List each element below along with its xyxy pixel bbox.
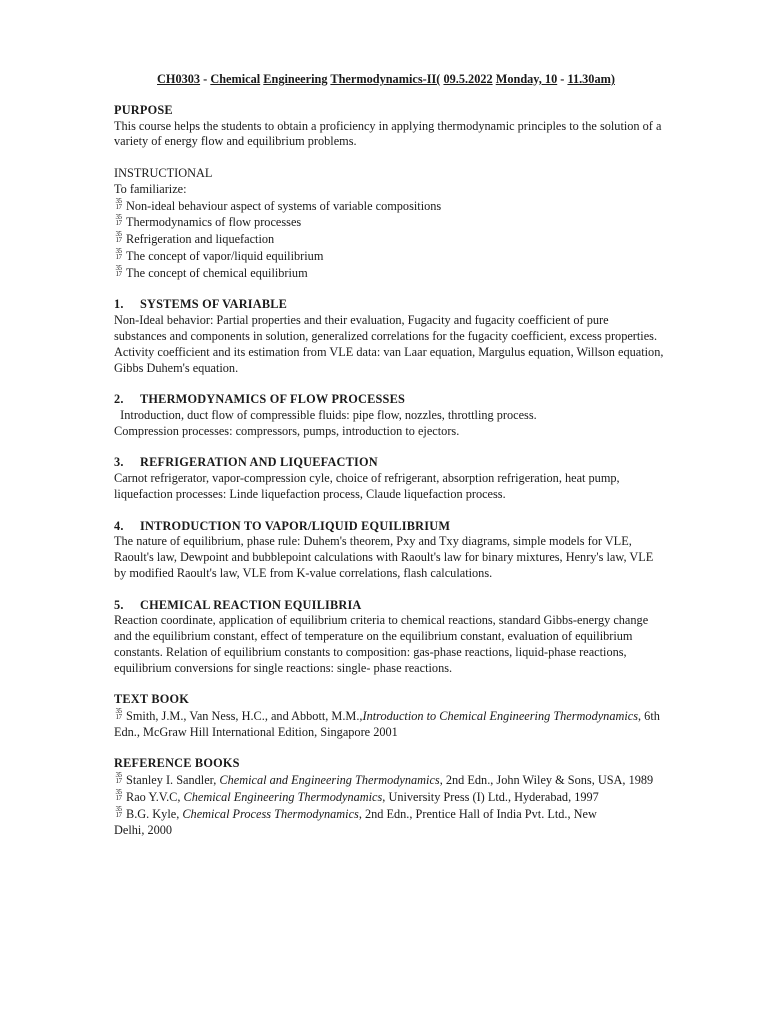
references-heading: REFERENCE BOOKS	[114, 756, 240, 771]
title-word-chemical: Chemical	[210, 72, 261, 86]
purpose-heading: PURPOSE	[114, 102, 173, 117]
section-number: 1.	[114, 297, 124, 312]
book-title: Chemical Process Thermodynamics	[182, 806, 359, 821]
instructional-item-text: Refrigeration and liquefaction	[126, 232, 275, 247]
instructional-item	[114, 214, 664, 231]
section-title: THERMODYNAMICS OF FLOW PROCESSES	[140, 392, 406, 407]
instructional-item-text: Thermodynamics of flow processes	[126, 215, 302, 230]
book-details: , 6th Edn., McGraw Hill International Edition, Singapore 2001	[114, 709, 660, 739]
section-number: 3.	[114, 455, 124, 470]
book-title: Chemical Engineering Thermodynamics	[183, 790, 383, 805]
title-word-thermodynamics: Thermodynamics-II(	[330, 72, 441, 86]
section-title: CHEMICAL REACTION EQUILIBRIA	[140, 597, 362, 612]
syllabus-sections	[114, 297, 667, 692]
instructional-item	[114, 231, 664, 248]
bullet-top: 35	[115, 263, 122, 272]
book-author: Smith, J.M., Van Ness, H.C., and Abbott, M.M.,	[126, 709, 363, 724]
section-heading	[114, 297, 664, 313]
exam-time: 11.30am)	[567, 72, 615, 86]
section-text: Non-Ideal behavior: Partial properties and their evaluation, Fugacity and fugacity coefficient of pure substances and components in solution, generalized correlations for the fugacity coefficient, excess properties.	[114, 313, 658, 343]
bullet-icon	[114, 772, 123, 784]
bullet-bottom: 17	[115, 794, 122, 803]
bullet-bottom: 17	[115, 777, 122, 786]
document-page	[114, 72, 667, 838]
instructional-item-text: Non-ideal behaviour aspect of systems of variable compositions	[126, 198, 442, 213]
section-title: REFRIGERATION AND LIQUEFACTION	[140, 455, 378, 470]
bullet-icon	[114, 248, 123, 260]
bullet-top: 35	[115, 230, 122, 239]
book-author: Stanley I. Sandler,	[126, 773, 220, 788]
bullet-bottom: 17	[115, 810, 122, 819]
bullet-bottom: 17	[115, 713, 122, 722]
book-author: B.G. Kyle,	[126, 806, 183, 821]
book-title: Chemical and Engineering Thermodynamics	[219, 773, 440, 788]
book-title: Introduction to Chemical Engineering Thermodynamics	[362, 709, 639, 724]
bullet-top: 35	[115, 707, 122, 716]
book-details-continued: Delhi, 2000	[114, 822, 173, 837]
bullet-top: 35	[115, 213, 122, 222]
instructional-item	[114, 265, 664, 282]
exam-day: Monday, 10	[495, 72, 558, 86]
book-details: , University Press (I) Ltd., Hyderabad, 1997	[382, 790, 599, 805]
section-heading	[114, 455, 664, 471]
section-number: 2.	[114, 392, 124, 407]
bullet-icon	[114, 806, 123, 818]
instructional-intro: To familiarize:	[114, 181, 187, 196]
section-text: Introduction, duct flow of compressible fluids: pipe flow, nozzles, throttling process.	[114, 407, 537, 422]
section-heading	[114, 519, 664, 535]
instructional-item-text: The concept of chemical equilibrium	[126, 265, 308, 280]
bullet-top: 35	[115, 196, 122, 205]
section-heading	[114, 598, 664, 614]
instructional-item	[114, 248, 664, 265]
book-details: , 2nd Edn., John Wiley & Sons, USA, 1989	[439, 773, 654, 788]
title-separator-2: -	[557, 72, 568, 86]
bullet-bottom: 17	[115, 236, 122, 245]
textbook-heading: TEXT BOOK	[114, 692, 190, 707]
course-title	[108, 72, 664, 88]
section-title: SYSTEMS OF VARIABLE	[140, 297, 288, 312]
instructional-list	[114, 198, 664, 282]
purpose-text: This course helps the students to obtain a proficiency in applying thermodynamic principles to the solution of a variety of energy flow and equilibrium problems.	[114, 118, 662, 149]
bullet-top: 35	[115, 788, 122, 797]
course-code: CH0303	[157, 72, 201, 86]
section-text: Carnot refrigerator, vapor-compression cyle, choice of refrigerant, absorption refrigeration, heat pump, liquefaction processes: Linde liquefaction process, Claude liquefaction process.	[114, 471, 623, 501]
book-entry	[114, 772, 664, 789]
section-heading	[114, 392, 664, 408]
section-number: 5.	[114, 597, 124, 612]
title-separator: -	[200, 72, 211, 86]
reference-list	[114, 772, 664, 838]
bullet-icon	[114, 265, 123, 277]
bullet-top: 35	[115, 771, 122, 780]
bullet-bottom: 17	[115, 252, 122, 261]
book-entry	[114, 806, 664, 823]
bullet-icon	[114, 198, 123, 210]
section-text: Reaction coordinate, application of equilibrium criteria to chemical reactions, standard Gibbs-energy change and the equilibrium constant, effect of temperature on the equilibrium constant, evaluation of equilibrium constants. Relation of equilibrium constants to composition: gas-phase reactions, liquid-phase reactions, equilibrium conversions for single reactions: single- phase reactions.	[114, 613, 652, 675]
book-entry	[114, 789, 664, 806]
bullet-bottom: 17	[115, 269, 122, 278]
bullet-icon	[114, 214, 123, 226]
instructional-heading: INSTRUCTIONAL	[114, 165, 213, 180]
section-text: Activity coefficient and its estimation from VLE data: van Laar equation, Margulus equation, Willson equation, Gibbs Duhem's equation.	[114, 344, 667, 375]
bullet-top: 35	[115, 804, 122, 813]
book-details: , 2nd Edn., Prentice Hall of India Pvt. Ltd., New	[358, 806, 597, 821]
bullet-top: 35	[115, 246, 122, 255]
instructional-item-text: The concept of vapor/liquid equilibrium	[126, 248, 324, 263]
bullet-icon	[114, 789, 123, 801]
book-entry	[114, 708, 664, 741]
section-title: INTRODUCTION TO VAPOR/LIQUID EQUILIBRIUM	[140, 518, 451, 533]
bullet-bottom: 17	[115, 219, 122, 228]
book-author: Rao Y.V.C,	[126, 790, 184, 805]
title-word-engineering: Engineering	[263, 72, 328, 86]
section-text: The nature of equilibrium, phase rule: Duhem's theorem, Pxy and Txy diagrams, simple models for VLE, Raoult's law, Dewpoint and bubblepoint calculations with Raoult's law for binary mixtures, Henry's law, VLE by modified Raoult's law, VLE from K-value correlations, flash calculations.	[114, 534, 657, 580]
section-number: 4.	[114, 518, 124, 533]
exam-date: 09.5.2022	[443, 72, 493, 86]
textbook-list	[114, 708, 664, 741]
section-text: Compression processes: compressors, pumps, introduction to ejectors.	[114, 423, 460, 438]
bullet-bottom: 17	[115, 202, 122, 211]
instructional-item	[114, 198, 664, 215]
bullet-icon	[114, 708, 123, 720]
bullet-icon	[114, 231, 123, 243]
